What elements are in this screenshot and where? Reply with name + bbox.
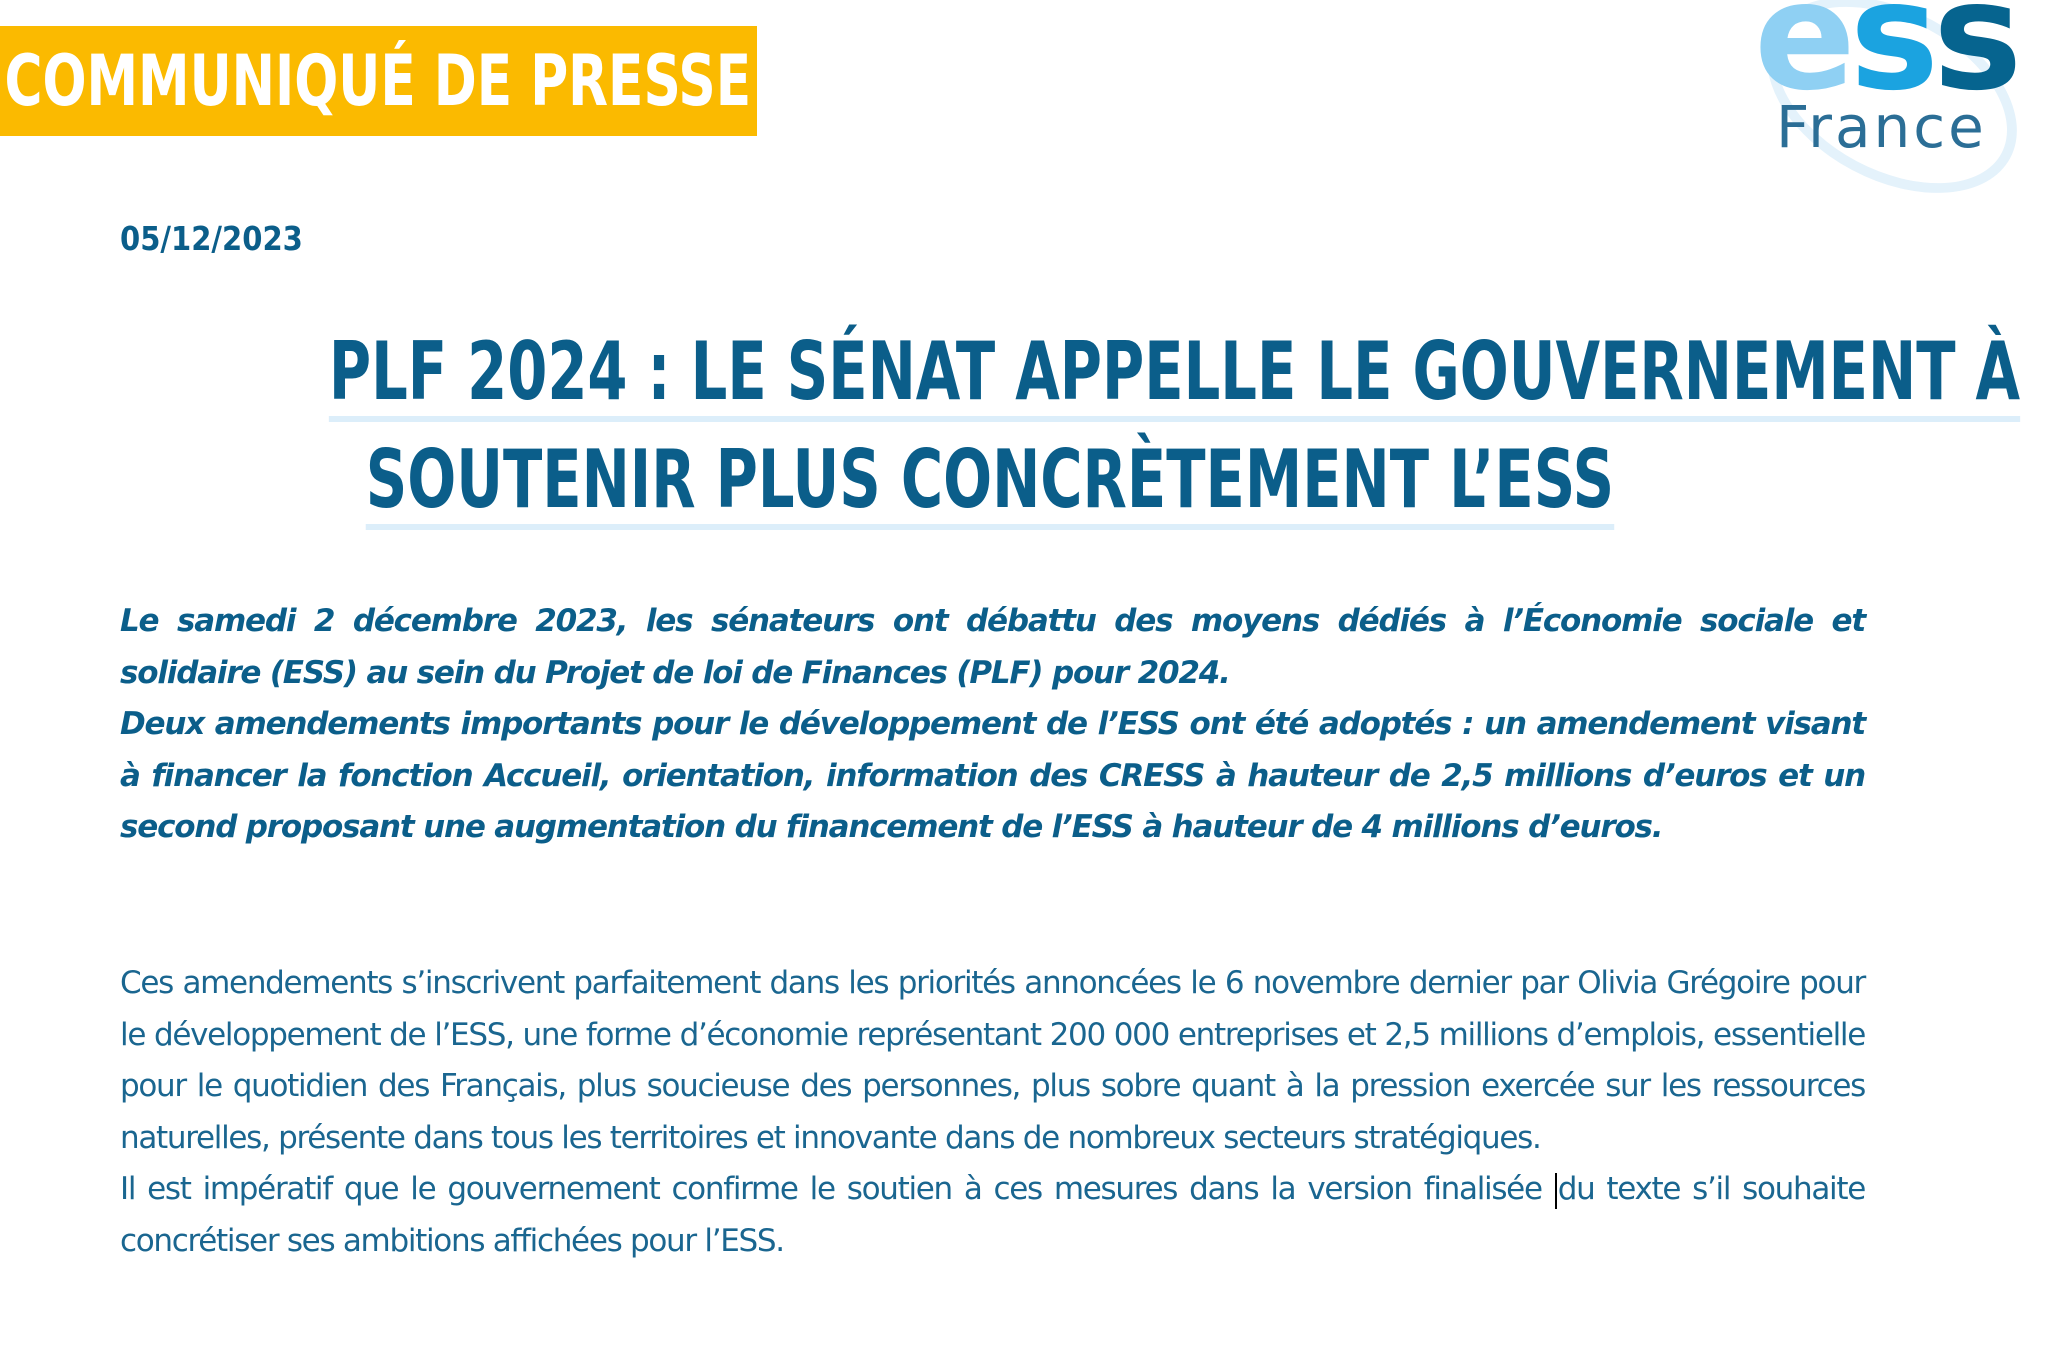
body-paragraph-2-end[interactable]: du texte s’il souhaite concrétiser ses ambitions affichées pour l’ESS. (120, 1171, 1865, 1259)
headline-line-2: SOUTENIR PLUS CONCRÈTEMENT L’ESS (366, 440, 1614, 530)
logo-letter-s1: s (1849, 0, 1934, 124)
logo-letter-e: e (1754, 0, 1850, 124)
headline-line-1: PLF 2024 : LE SÉNAT APPELLE LE GOUVERNEMENT À (329, 332, 2020, 422)
release-date: 05/12/2023 (120, 219, 303, 258)
body-paragraph-1[interactable]: Ces amendements s’inscrivent parfaitement dans les priorités annoncées le 6 novembre dernier par Olivia Grégoire pour le développement de l’ESS, une forme d’économie représentant 200 000 entreprises et 2,5 millions d’emplois, essentielle pour le quotidien des Français, plus soucieuse des personnes, plus sobre quant à la pression exercée sur les ressources naturelles, présente dans tous les territoires et innovante dans de nombreux secteurs stratégiques. (120, 965, 1865, 1156)
ess-france-logo (1748, 0, 2038, 190)
body-paragraph-2[interactable] (120, 1164, 1865, 1267)
headline-line-2-container (0, 433, 1980, 530)
body-paragraph-2-start[interactable]: Il est impératif que le gouvernement confirme le soutien à ces mesures dans la version finalisée (120, 1171, 1542, 1207)
logo-subtitle: France (1776, 93, 1987, 161)
banner-label: COMMUNIQUÉ DE PRESSE (4, 40, 752, 122)
headline-line-1-container (0, 325, 2021, 422)
lead-sentence-1[interactable]: Le samedi 2 décembre 2023, les sénateurs ont débattu des moyens dédiés à l’Économie sociale et solidaire (ESS) au sein du Projet de loi de Finances (PLF) pour 2024. (120, 603, 1865, 691)
logo-letter-s2: s (1933, 0, 2017, 124)
body-text[interactable] (120, 958, 1865, 1267)
lead-paragraph[interactable] (120, 596, 1865, 854)
text-cursor (1555, 1173, 1557, 1209)
lead-sentence-2[interactable]: Deux amendements importants pour le développement de l’ESS ont été adoptés : un amendement visant à financer la fonction Accueil, orientation, information des CRESS à hauteur de 2,5 millions d’euros et un second proposant une augmentation du financement de l’ESS à hauteur de 4 millions d’euros. (120, 706, 1865, 845)
press-release-banner (0, 26, 757, 136)
